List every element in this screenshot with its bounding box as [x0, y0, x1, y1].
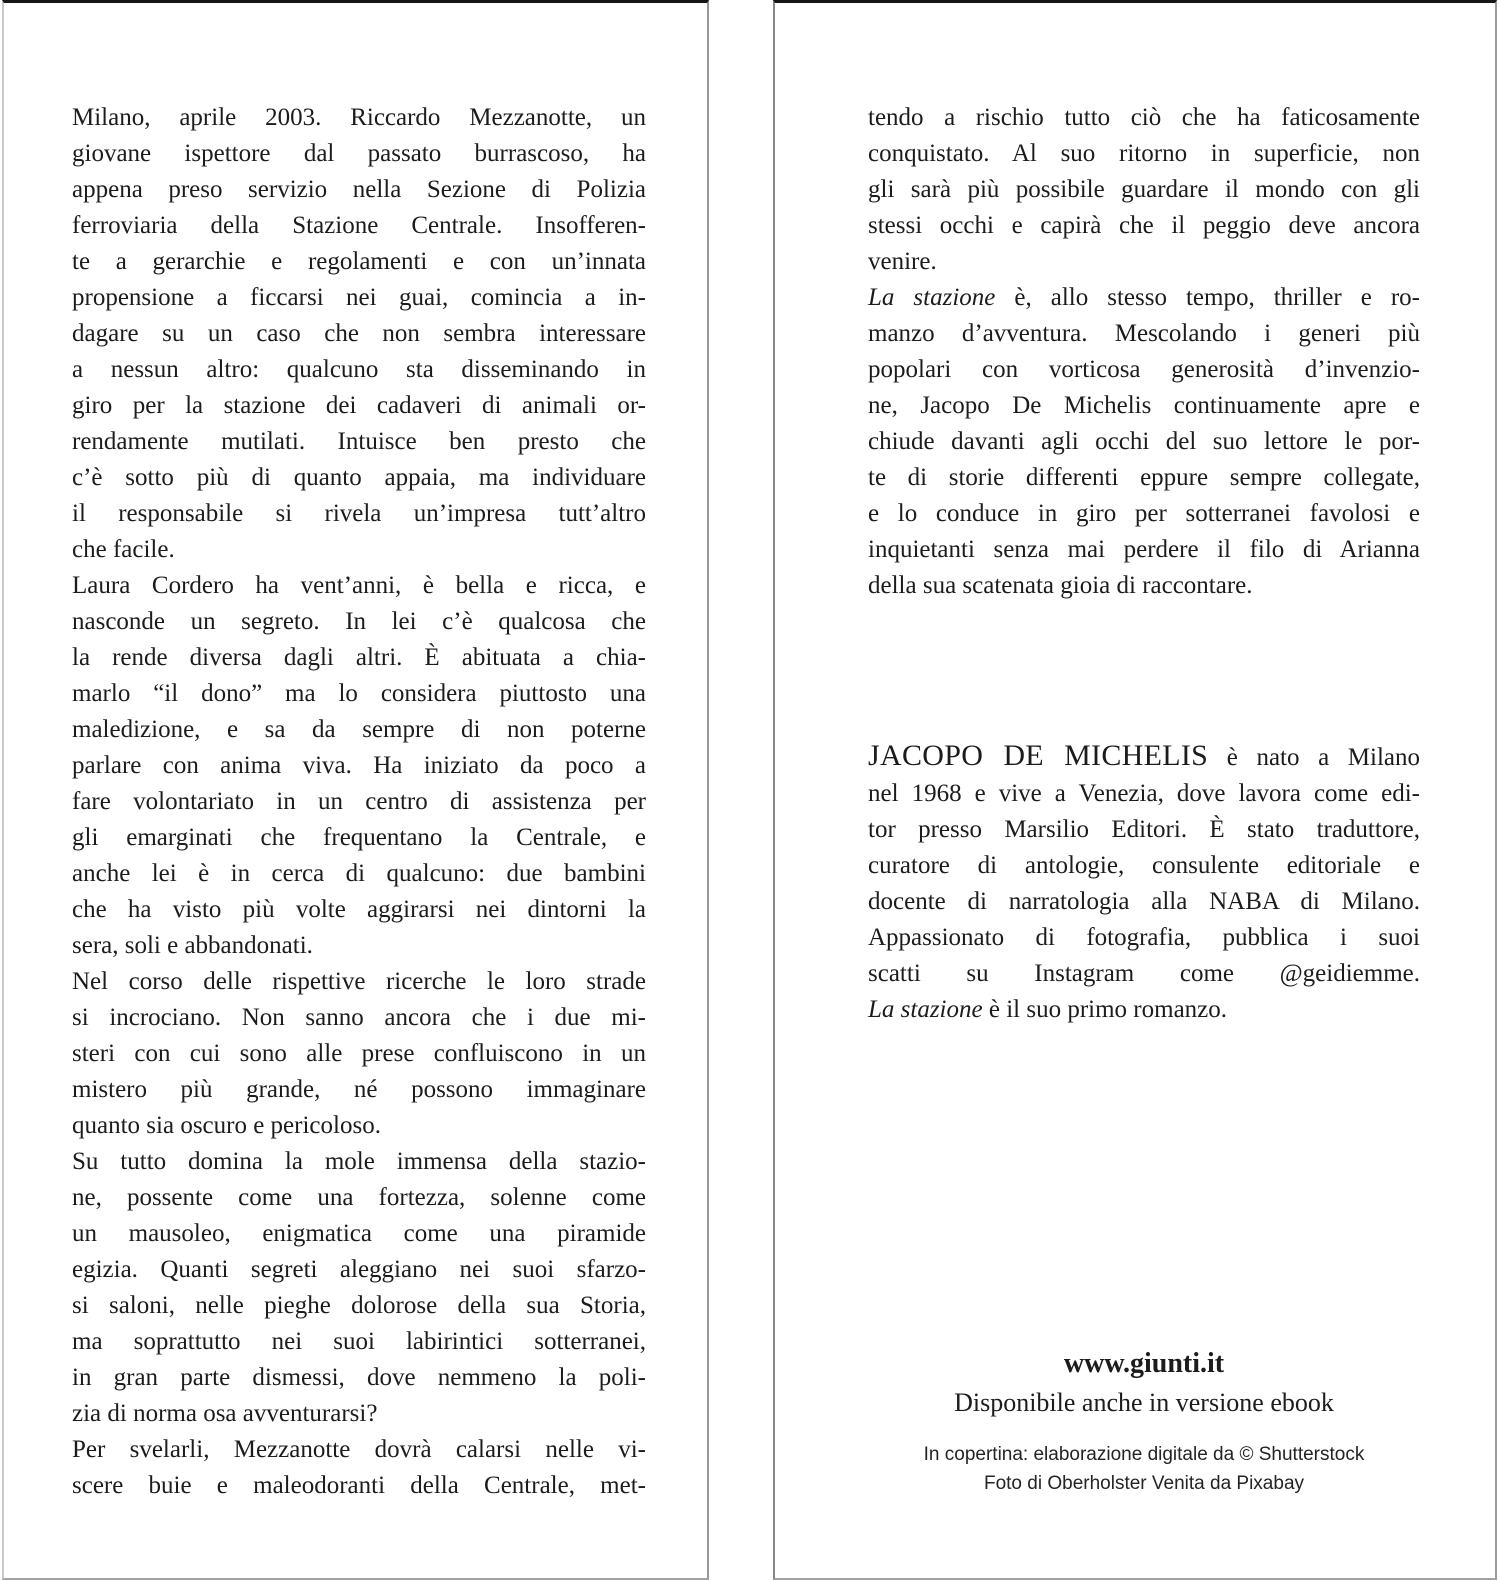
text-line: nasconde un segreto. In lei c’è qualcosa che [72, 608, 646, 635]
paragraph [72, 964, 646, 1144]
text-line: La stazione è, allo stesso tempo, thriller e ro- [868, 284, 1420, 311]
text-line: inquietanti senza mai perdere il filo di Arianna [868, 536, 1420, 563]
text-line: giro per la stazione dei cadaveri di animali or- [72, 392, 646, 419]
cover-credits [868, 1440, 1420, 1498]
publisher-footer [868, 1346, 1420, 1498]
text-line: ne, Jacopo De Michelis continuamente apre e [868, 392, 1420, 419]
text-line: conquistato. Al suo ritorno in superficie, non [868, 140, 1420, 167]
text-line: Milano, aprile 2003. Riccardo Mezzanotte, un [72, 104, 646, 131]
paragraph [72, 1144, 646, 1432]
text-line: giovane ispettore dal passato burrascoso, ha [72, 140, 646, 167]
text-line: fare volontariato in un centro di assistenza per [72, 788, 646, 815]
text-line: mistero più grande, né possono immaginare [72, 1076, 646, 1103]
text-line: popolari con vorticosa generosità d’invenzio- [868, 356, 1420, 383]
text-line: dagare su un caso che non sembra interessare [72, 320, 646, 347]
text-line: ferroviaria della Stazione Centrale. Insofferen- [72, 212, 646, 239]
paragraph [72, 568, 646, 964]
text-line: appena preso servizio nella Sezione di Polizia [72, 176, 646, 203]
paragraph [868, 100, 1420, 280]
text-line: Appassionato di fotografia, pubblica i suoi [868, 924, 1420, 951]
text-line: egizia. Quanti segreti aleggiano nei suoi sfarzo- [72, 1256, 646, 1283]
synopsis-text [72, 100, 646, 1504]
cover-credit-line: In copertina: elaborazione digitale da © Shutterstock [923, 1444, 1365, 1465]
left-flap-panel [2, 0, 709, 1580]
text-line: rendamente mutilati. Intuisce ben presto che [72, 428, 646, 455]
text-line: scere buie e maleodoranti della Centrale, met- [72, 1472, 646, 1499]
text-line: zia di norma osa avventurarsi? [72, 1400, 378, 1427]
paragraph [72, 1432, 646, 1504]
text-line: a nessun altro: qualcuno sta disseminando in [72, 356, 646, 383]
right-flap-text [868, 100, 1420, 1028]
publisher-url: www.giunti.it [1063, 1348, 1225, 1379]
paragraph [868, 738, 1420, 1028]
text-line: si incrociano. Non sanno ancora che i due mi- [72, 1004, 646, 1031]
text-line: tor presso Marsilio Editori. È stato traduttore, [868, 816, 1420, 843]
text-line: quanto sia oscuro e pericoloso. [72, 1112, 381, 1139]
photo-credit-line: Foto di Oberholster Venita da Pixabay [983, 1473, 1305, 1494]
text-line: propensione a ficcarsi nei guai, comincia a in- [72, 284, 646, 311]
text-line: marlo “il dono” ma lo considera piuttosto una [72, 680, 646, 707]
text-line: Su tutto domina la mole immensa della stazio- [72, 1148, 646, 1175]
text-line: e lo conduce in giro per sotterranei favolosi e [868, 500, 1420, 527]
text-line: un mausoleo, enigmatica come una piramide [72, 1220, 646, 1247]
text-line: JACOPO DE MICHELIS è nato a Milano [868, 739, 1421, 772]
text-line: docente di narratologia alla NABA di Milano. [868, 888, 1420, 915]
text-line: te a gerarchie e regolamenti e con un’innata [72, 248, 646, 275]
text-line: ma soprattutto nei suoi labirintici sotterranei, [72, 1328, 646, 1355]
author-name-caps: JACOPO DE MICHELIS [868, 739, 1209, 772]
text-line: manzo d’avventura. Mescolando i generi più [868, 320, 1420, 347]
text-line: c’è sotto più di quanto appaia, ma individuare [72, 464, 646, 491]
synopsis-continuation [868, 100, 1420, 604]
text-line: La stazione è il suo primo romanzo. [868, 996, 1228, 1023]
text-line: chiude davanti agli occhi del suo lettore le por- [868, 428, 1420, 455]
author-bio [868, 738, 1420, 1028]
text-line: venire. [868, 248, 937, 275]
text-line: in gran parte dismessi, dove nemmeno la poli- [72, 1364, 646, 1391]
paragraph [72, 100, 646, 568]
text-line: della sua scatenata gioia di raccontare. [868, 572, 1253, 599]
text-line: ne, possente come una fortezza, solenne come [72, 1184, 646, 1211]
text-line: tendo a rischio tutto ciò che ha faticosamente [868, 104, 1420, 131]
text-line: Laura Cordero ha vent’anni, è bella e ricca, e [72, 572, 646, 599]
text-line: il responsabile si rivela un’impresa tutt’altro [72, 500, 646, 527]
text-line: maledizione, e sa da sempre di non poterne [72, 716, 646, 743]
ebook-availability-note: Disponibile anche in versione ebook [954, 1388, 1334, 1417]
text-line: anche lei è in cerca di qualcuno: due bambini [72, 860, 646, 887]
text-line: nel 1968 e vive a Venezia, dove lavora come edi- [868, 780, 1420, 807]
text-line: che facile. [72, 536, 175, 563]
text-line: gli emarginati che frequentano la Centrale, e [72, 824, 646, 851]
text-line: scatti su Instagram come @geidiemme. [868, 960, 1420, 987]
text-line: te di storie differenti eppure sempre collegate, [868, 464, 1420, 491]
text-line: gli sarà più possibile guardare il mondo con gli [868, 176, 1420, 203]
text-line: curatore di antologie, consulente editoriale e [868, 852, 1420, 879]
text-line: Nel corso delle rispettive ricerche le loro strade [72, 968, 646, 995]
text-line: Per svelarli, Mezzanotte dovrà calarsi nelle vi- [72, 1436, 646, 1463]
text-line: sera, soli e abbandonati. [72, 932, 313, 959]
text-line: stessi occhi e capirà che il peggio deve ancora [868, 212, 1420, 239]
text-line: steri con cui sono alle prese confluiscono in un [72, 1040, 646, 1067]
text-line: si saloni, nelle pieghe dolorose della sua Storia, [72, 1292, 646, 1319]
paragraph [868, 280, 1420, 604]
text-line: parlare con anima viva. Ha iniziato da poco a [72, 752, 646, 779]
text-line: che ha visto più volte aggirarsi nei dintorni la [72, 896, 646, 923]
text-line: la rende diversa dagli altri. È abituata a chia- [72, 644, 646, 671]
right-flap-panel [773, 0, 1497, 1580]
